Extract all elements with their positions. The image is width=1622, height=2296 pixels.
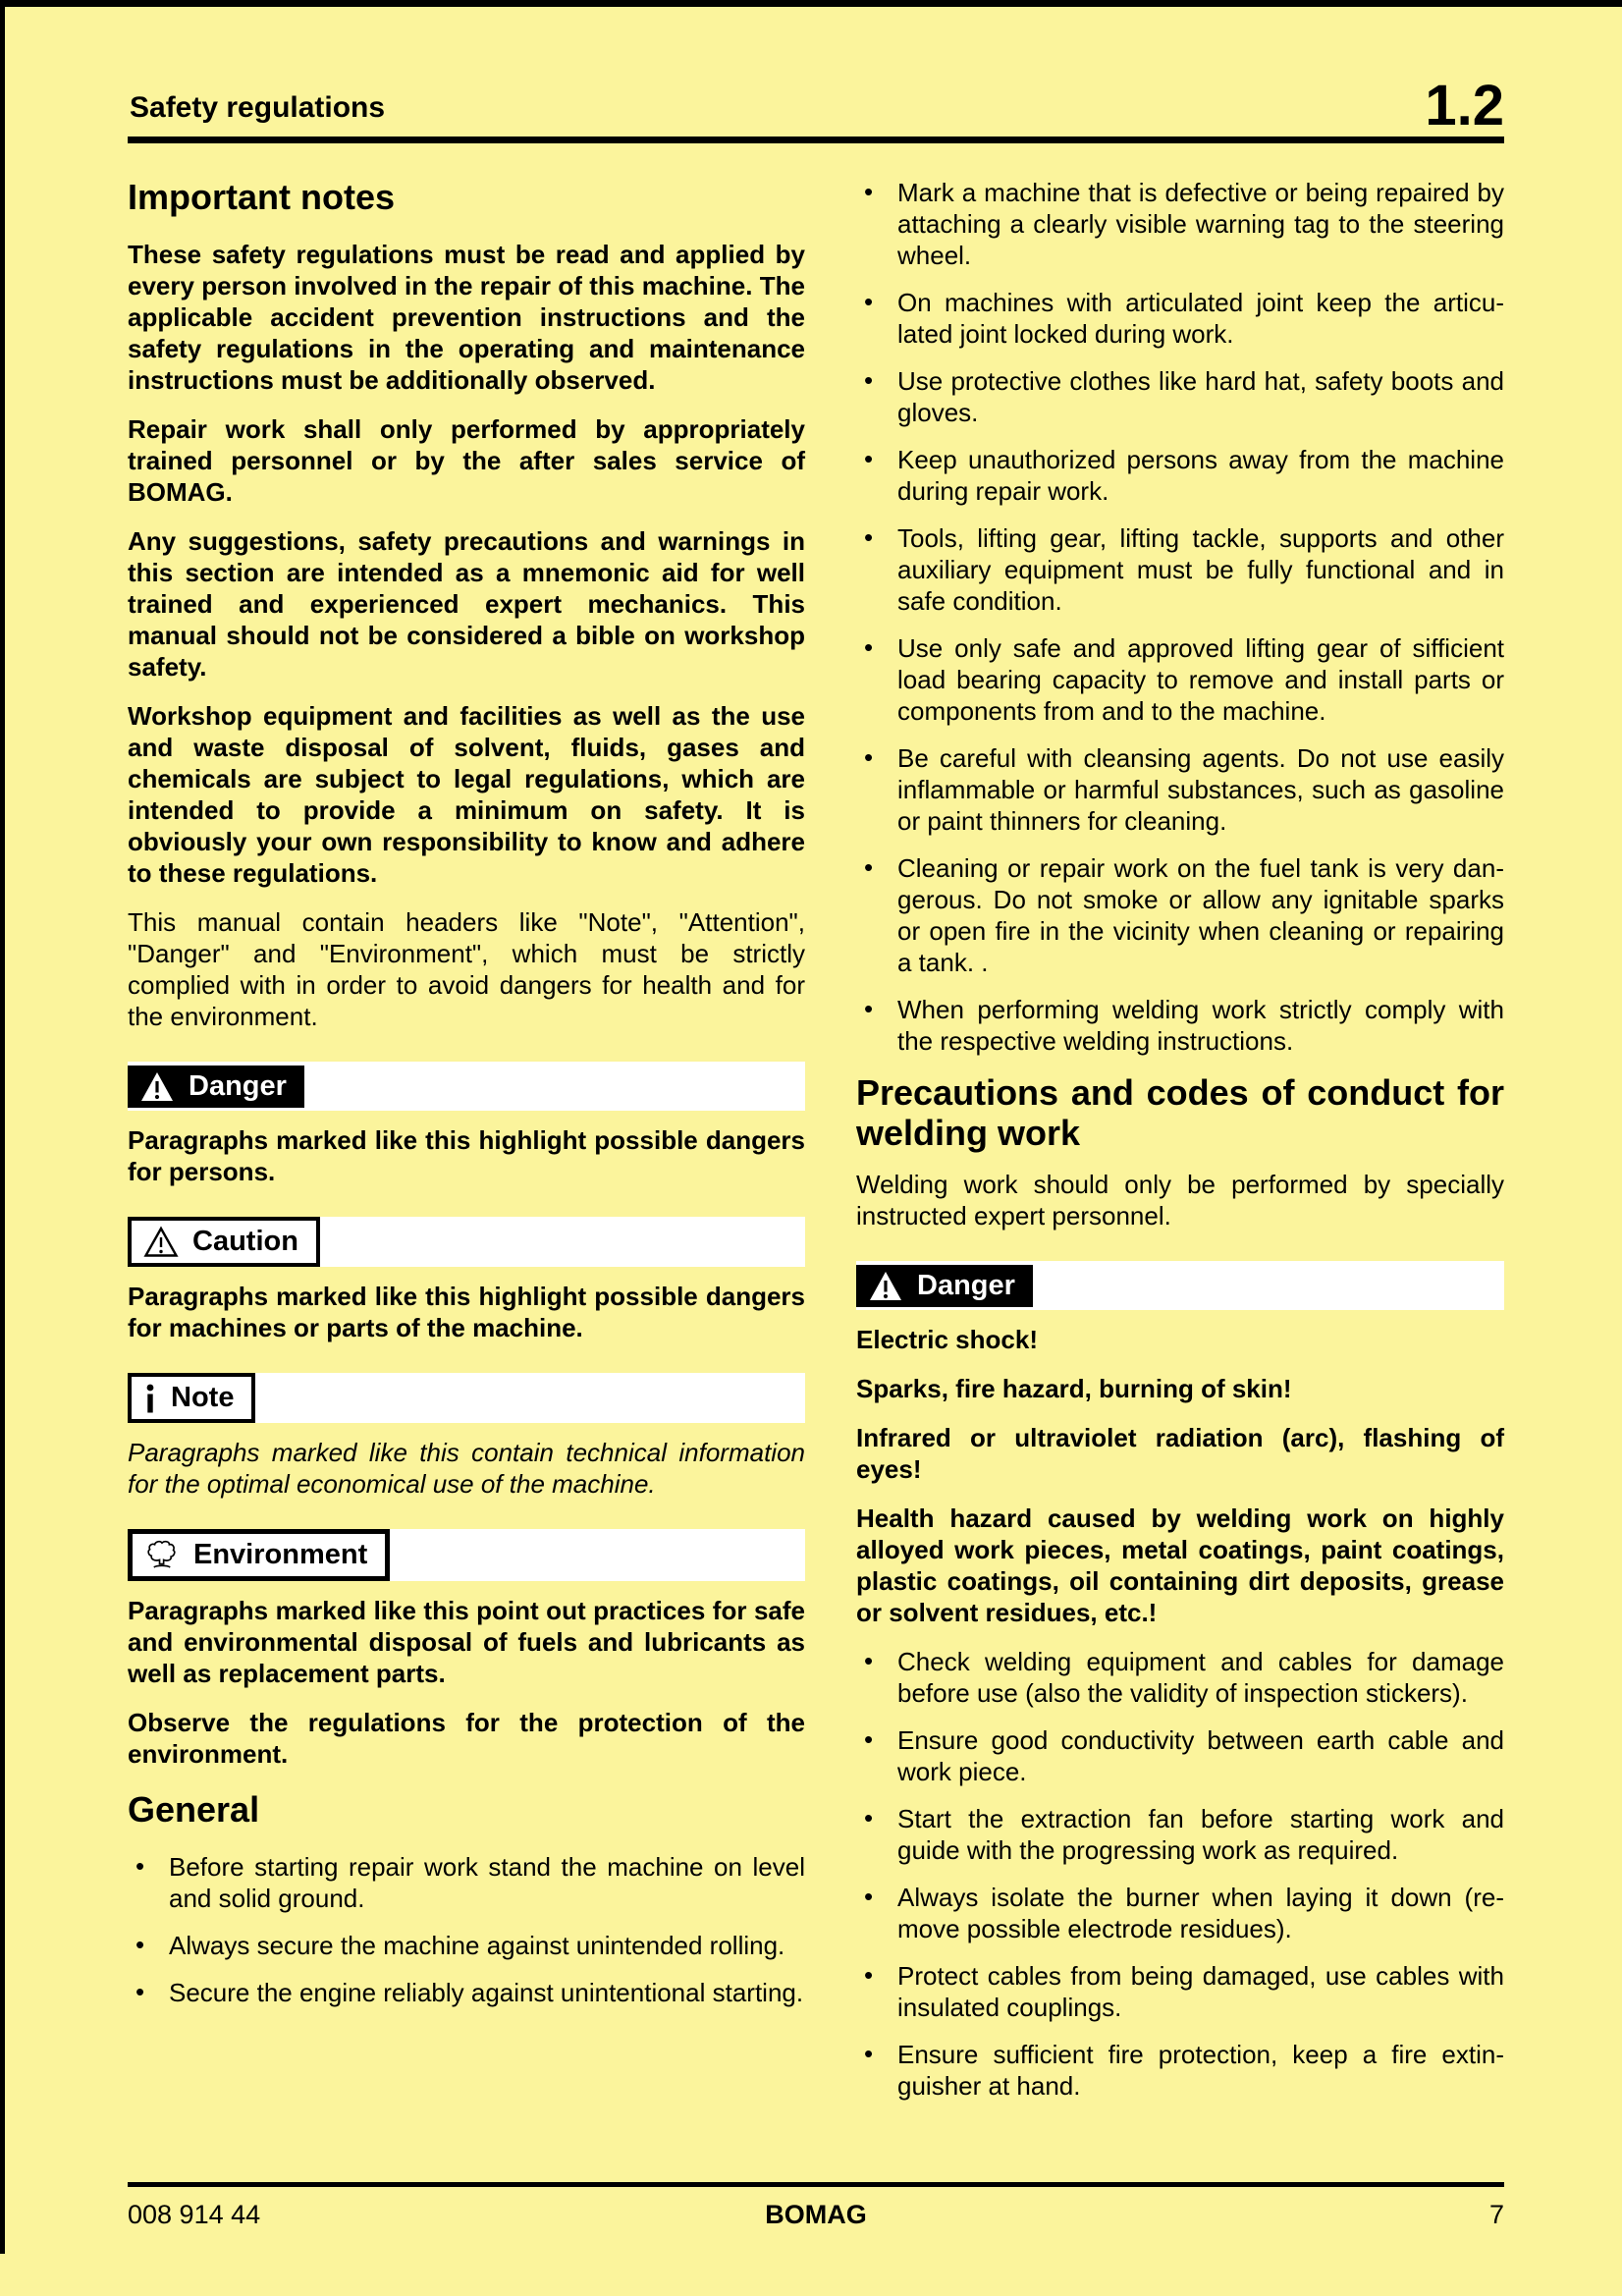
intro-paragraph: Repair work shall only performed by appropriately trained personnel or by the after sales service of BOMAG. [128, 414, 805, 508]
note-tag [128, 1373, 255, 1423]
safety-bullet-item: • On machines with articulated joint keep the articulated joint locked during work. [856, 287, 1504, 350]
danger-admonition [128, 1062, 805, 1111]
caution-label: Caution [192, 1226, 298, 1258]
safety-bullet-item: • Use protective clothes like hard hat, safety boots and gloves. [856, 365, 1504, 428]
page-header [128, 39, 1504, 143]
welding-warning-paragraph: Health hazard caused by welding work on highly alloyed work pieces, metal coatings, paint coatings, plastic coatings, oil containing dirt deposits, grease or solvent residues, etc.! [856, 1503, 1504, 1628]
scan-edge-top [0, 0, 1622, 7]
welding-bullet-item: • Start the extraction fan before starting work and guide with the progressing work as required. [856, 1803, 1504, 1866]
general-heading: General [128, 1789, 260, 1831]
headers-note-paragraph: This manual contain headers like "Note", "Attention", "Danger" and "Environment", which must be strictly complied with in order to avoid dangers for health and for the environment. [128, 907, 805, 1032]
welding-bullet-list [856, 1646, 1504, 2102]
safety-bullet-item: • When performing welding work strictly comply with the respective welding instructions. [856, 994, 1504, 1057]
material-number: 008 914 44 [128, 2200, 261, 2229]
safety-bullet-item: • Be careful with cleansing agents. Do not use easily inflammable or harmful substances, such as gasoline or paint thinners for cleaning. [856, 742, 1504, 837]
welding-warning-list [856, 1324, 1504, 1628]
safety-bullet-item: • Tools, lifting gear, lifting tackle, supports and other auxiliary equipment must be fully functional and in safe condition. [856, 522, 1504, 617]
page-title: Safety regulations [130, 91, 386, 124]
warning-triangle-icon [868, 1270, 903, 1302]
welding-heading: Precautions and codes of conduct for welding work [856, 1072, 1504, 1154]
warning-triangle-outline-icon [143, 1226, 179, 1258]
danger-label: Danger [189, 1069, 287, 1102]
welding-bullet-item: • Always isolate the burner when laying it down (remove possible electrode residues). [856, 1882, 1504, 1944]
general-bullet-item: • Before starting repair work stand the machine on level and solid ground. [128, 1851, 805, 1914]
danger-paragraph: Paragraphs marked like this highlight possible dangers for persons. [128, 1125, 805, 1187]
environment-admonition [128, 1529, 805, 1581]
safety-bullet-item: • Use only safe and approved lifting gear of sifficient load bearing capacity to remove and install parts or components from and to the machine. [856, 632, 1504, 727]
intro-paragraph: Any suggestions, safety precautions and warnings in this section are intended as a mnemonic aid for well trained and experienced expert mechanics. This manual should not be considered a bible on workshop safety. [128, 526, 805, 683]
welding-warning-paragraph: Electric shock! [856, 1325, 1038, 1355]
left-column [128, 177, 805, 2117]
page-number: 7 [1488, 2200, 1504, 2229]
page-footer [128, 2200, 1504, 2230]
safety-bullet-list [856, 177, 1504, 1057]
welding-bullet-item: • Check welding equipment and cables for damage before use (also the validity of inspection stickers). [856, 1646, 1504, 1709]
general-bullet-item: • Secure the engine reliably against unintentional starting. [128, 1977, 805, 2008]
note-admonition [128, 1373, 805, 1423]
welding-warning-paragraph: Sparks, fire hazard, burning of skin! [856, 1374, 1292, 1404]
note-paragraph: Paragraphs marked like this contain technical information for the optimal economical use of the machine. [128, 1438, 805, 1500]
note-label: Note [171, 1382, 235, 1414]
tree-icon [144, 1539, 180, 1571]
welding-intro-paragraph: Welding work should only be performed by specially instructed expert personnel. [856, 1170, 1504, 1231]
intro-paragraph: Workshop equipment and facilities as well as the use and waste disposal of solvent, fluids, gases and chemicals are subject to legal regulations, which are intended to provide a minimum on safety. It is obviously your own responsibility to know and adhere to these regulations. [128, 701, 805, 889]
intro-paragraphs [128, 239, 805, 889]
welding-danger-admonition [856, 1261, 1504, 1310]
welding-bullet-item: • Ensure sufficient fire protection, keep a fire extinguisher at hand. [856, 2039, 1504, 2102]
scan-edge-left [0, 0, 5, 2254]
important-notes-heading: Important notes [128, 177, 396, 217]
caution-admonition [128, 1217, 805, 1267]
footer-rule [128, 2182, 1504, 2187]
caution-tag [128, 1217, 320, 1267]
welding-danger-label: Danger [917, 1269, 1015, 1301]
welding-danger-tag [856, 1265, 1033, 1307]
safety-bullet-item: • Mark a machine that is defective or being repaired by attaching a clearly visible warning tag to the steering wheel. [856, 177, 1504, 271]
info-icon [143, 1382, 157, 1414]
environment-extra-paragraph: Observe the regulations for the protection of the environment. [128, 1708, 805, 1770]
environment-label: Environment [193, 1539, 368, 1571]
danger-tag [128, 1066, 304, 1108]
intro-paragraph: These safety regulations must be read and applied by every person involved in the repair of this machine. The applicable accident prevention instructions and the safety regulations in the operating and maintenance instructions must be additionally observed. [128, 240, 805, 396]
general-bullet-item: • Always secure the machine against unintended rolling. [128, 1930, 805, 1961]
welding-bullet-item: • Ensure good conductivity between earth cable and work piece. [856, 1724, 1504, 1787]
safety-bullet-item: • Keep unauthorized persons away from the machine during repair work. [856, 444, 1504, 507]
welding-warning-paragraph: Infrared or ultraviolet radiation (arc), flashing of eyes! [856, 1423, 1504, 1485]
brand-name: BOMAG [765, 2200, 867, 2229]
welding-bullet-item: • Protect cables from being damaged, use cables with insulated couplings. [856, 1960, 1504, 2023]
environment-tag [128, 1529, 390, 1581]
general-bullet-list [128, 1851, 805, 2008]
warning-triangle-icon [139, 1070, 175, 1103]
caution-paragraph: Paragraphs marked like this highlight possible dangers for machines or parts of the machine. [128, 1282, 805, 1343]
page-content [128, 177, 1504, 2117]
section-number: 1.2 [1425, 74, 1504, 137]
right-column [856, 177, 1504, 2117]
environment-paragraph: Paragraphs marked like this point out practices for safe and environmental disposal of fuels and lubricants as well as replacement parts. [128, 1596, 805, 1689]
safety-bullet-item: • Cleaning or repair work on the fuel tank is very dangerous. Do not smoke or allow any ignitable sparks or open fire in the vicinity when cleaning or repairing a tank. . [856, 852, 1504, 978]
